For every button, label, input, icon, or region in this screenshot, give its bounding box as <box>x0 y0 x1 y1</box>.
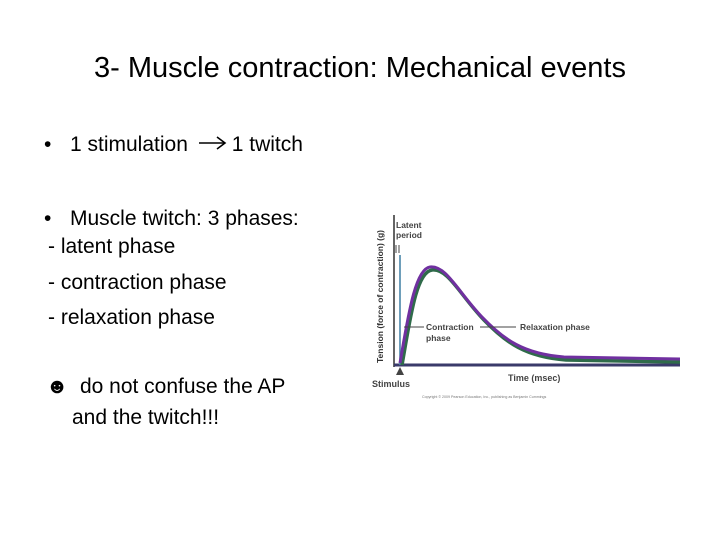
stimulation-text: 1 stimulation <box>70 133 188 156</box>
phase-item-latent: - latent phase <box>48 235 176 258</box>
twitch-text: 1 twitch <box>231 133 303 156</box>
stimulus-label: Stimulus <box>372 379 411 389</box>
note-text-1: do not confuse the AP <box>79 375 286 398</box>
phase-item-relaxation: - relaxation phase <box>48 306 215 329</box>
note-line-1 <box>46 374 285 400</box>
bullet-marker: • <box>44 133 52 156</box>
latent-label-1: Latent <box>396 220 422 230</box>
right-arrow-icon <box>198 132 228 158</box>
phase-item-contraction: - contraction phase <box>48 271 227 294</box>
relaxation-label: Relaxation phase <box>520 322 590 332</box>
muscle-twitch-text: Muscle twitch: 3 phases: <box>70 207 299 230</box>
bullet-stimulation <box>44 132 303 158</box>
bullet-muscle-twitch <box>44 206 299 232</box>
smiley-icon: ☻ <box>46 375 69 398</box>
twitch-figure <box>366 205 680 405</box>
copyright-text: Copyright © 2009 Pearson Education, Inc., publishing as Benjamin Cummings <box>422 395 547 399</box>
contraction-label-2: phase <box>426 333 451 343</box>
twitch-curve <box>400 267 680 363</box>
twitch-diagram <box>366 205 680 405</box>
slide-title: 3- Muscle contraction: Mechanical events <box>94 52 626 84</box>
contraction-label-1: Contraction <box>426 322 474 332</box>
note-line-2: and the twitch!!! <box>72 406 220 429</box>
x-axis-label: Time (msec) <box>508 373 561 383</box>
stimulus-arrow-icon <box>396 367 404 375</box>
y-axis-label: Tension (force of contraction) (g) <box>375 229 385 363</box>
latent-label-2: period <box>396 230 422 240</box>
bullet-marker: • <box>44 207 52 230</box>
twitch-curve-shadow <box>402 270 680 365</box>
